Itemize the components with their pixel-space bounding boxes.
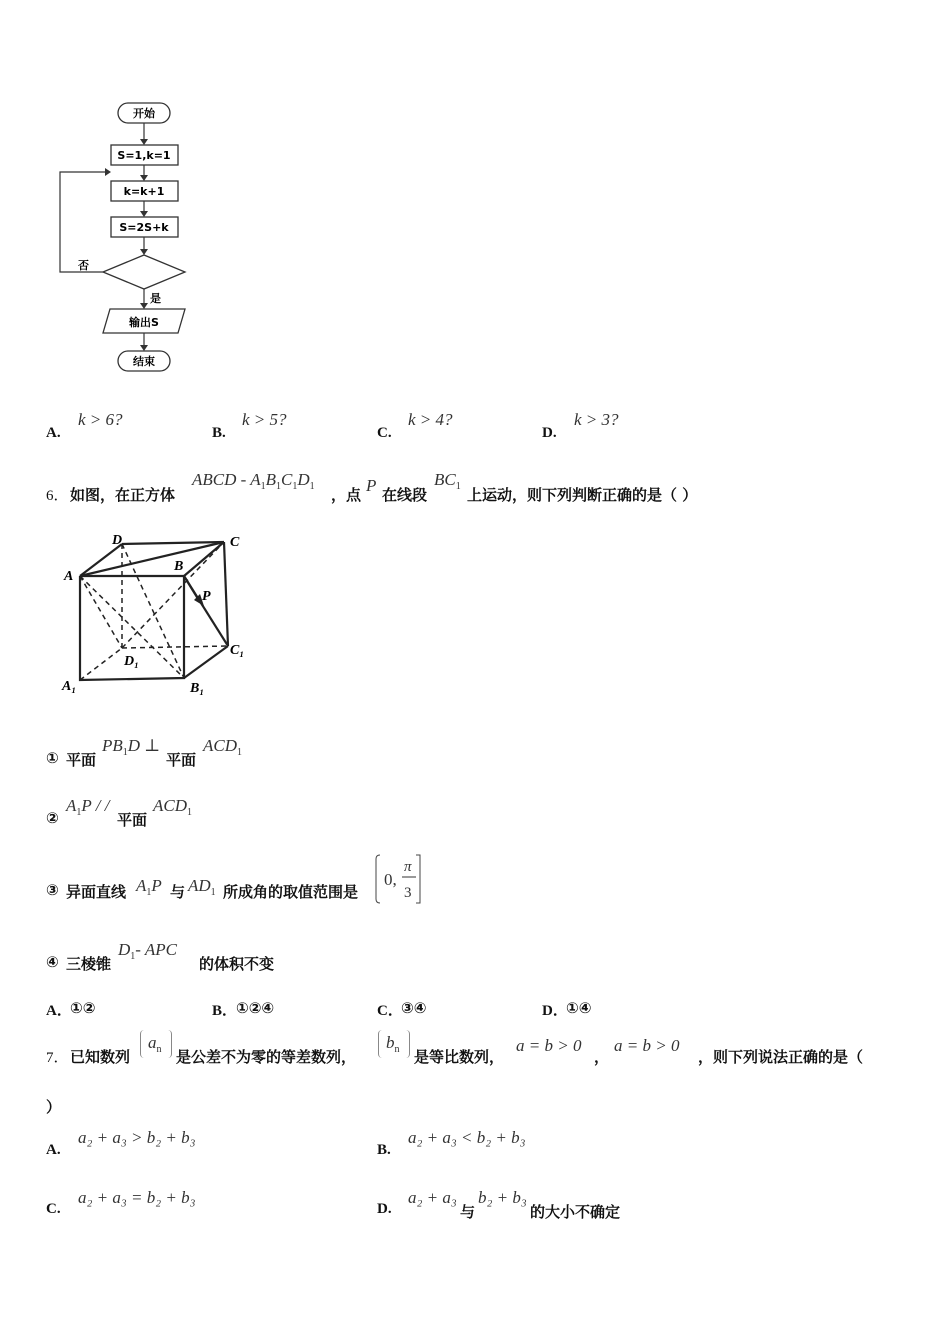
q6-text-d: 上运动，则下列判断正确的是（ ）: [467, 486, 698, 504]
q7-option-a-expr: a₂ + a₃ > b₂ + b₃: [78, 1128, 196, 1147]
q7-cond1: a = b > 0: [516, 1036, 582, 1055]
stmt2-expr2: $ACD_1$: [153, 796, 192, 818]
flowchart: [50, 95, 200, 380]
q6-option-a-value: ①②: [70, 999, 96, 1017]
q5-option-b-expr: k > 5?: [242, 410, 287, 429]
q5-option-d-letter: D.: [542, 425, 557, 441]
q6-option-c-letter: C．: [377, 1003, 403, 1019]
stmt3-line2: $AD_1$: [188, 876, 216, 898]
cube-label-b: B: [174, 559, 184, 574]
stmt1-plane2: 平面: [166, 751, 197, 769]
cube-figure: [44, 528, 259, 698]
q5-option-c-expr: k > 4?: [408, 410, 453, 429]
stmt4-expr: $D_1-$ APC: [118, 940, 177, 962]
q7-text-c: 是等比数列，: [414, 1048, 505, 1066]
flowchart-step2-label: S=2S+k: [119, 221, 169, 234]
q5-option-a-letter: A.: [46, 425, 61, 441]
q6-number: 6．: [46, 488, 69, 504]
stmt3-text-c: 所成角的取值范围是: [223, 883, 359, 901]
stmt2-expr: $A_1P$ / /: [66, 796, 110, 818]
q6-option-c-value: ③④: [401, 999, 427, 1017]
stmt4-text-a: 三棱锥: [66, 955, 112, 973]
stmt1-expr2: $ACD_1$: [203, 736, 242, 758]
q6-text-c: 在线段: [382, 486, 428, 504]
stmt3-line1: $A_1P$: [136, 876, 162, 898]
q6-text-b: ，点: [331, 486, 362, 504]
stmt4-text-b: 的体积不变: [199, 955, 275, 973]
q7-seq-b: $b_n$: [386, 1033, 400, 1055]
q7-option-c-letter: C.: [46, 1201, 61, 1217]
stmt3-interval: [374, 853, 424, 905]
q6-option-b-value: ①②④: [236, 999, 275, 1017]
stmt3-interval-pi: π: [404, 859, 412, 875]
cube-label-a: A: [64, 569, 74, 584]
q5-option-a-expr: k > 6?: [78, 410, 123, 429]
q7-number: 7．: [46, 1050, 69, 1066]
q6-option-d-value: ①④: [566, 999, 592, 1017]
q5-option-b-letter: B.: [212, 425, 226, 441]
q6-option-b-letter: B．: [212, 1003, 238, 1019]
stmt2-plane: 平面: [117, 811, 148, 829]
cube-label-p: P: [202, 589, 211, 604]
flowchart-end-label: 结束: [133, 355, 155, 368]
q7-option-d-expr-b: b₂ + b₃: [478, 1188, 527, 1207]
stmt3-text-b: 与: [170, 883, 186, 901]
cube-label-d: D: [112, 533, 123, 548]
stmt1-plane: 平面: [66, 751, 97, 769]
flowchart-step1-label: k=k+1: [123, 185, 165, 198]
q7-option-d-tail: 的大小不确定: [530, 1203, 621, 1221]
cube-label-d1: D₁: [124, 654, 139, 669]
q7-cond2: a = b > 0: [614, 1036, 680, 1055]
q7-text-a: 已知数列: [70, 1048, 131, 1066]
flowchart-no-label: 否: [78, 259, 89, 272]
q7-seq-a: $a_n$: [148, 1033, 162, 1055]
q6-segment: $BC_1$: [434, 470, 461, 492]
flowchart-yes-label: 是: [150, 292, 161, 305]
q7-option-c-expr: a₂ + a₃ = b₂ + b₃: [78, 1188, 196, 1207]
q6-cube-name: ABCD - $A_1B_1C_1D_1$: [192, 470, 315, 492]
q6-option-a-letter: A．: [46, 1003, 72, 1019]
stmt3-interval-zero: 0,: [384, 870, 397, 889]
stmt3-interval-three: 3: [404, 885, 412, 901]
q7-option-d-mid: 与: [460, 1203, 476, 1221]
cube-label-c: C: [230, 535, 240, 550]
stmt4-circle: ④: [46, 953, 59, 971]
q5-option-c-letter: C.: [377, 425, 392, 441]
q7-option-d-expr-a: a₂ + a₃: [408, 1188, 457, 1207]
cube-label-c1: C₁: [230, 643, 245, 658]
stmt2-circle: ②: [46, 809, 59, 827]
q6-text-a: 如图，在正方体: [70, 486, 176, 504]
cube-label-b1: B₁: [190, 681, 205, 696]
q6-option-d-letter: D．: [542, 1003, 568, 1019]
q7-option-b-expr: a₂ + a₃ < b₂ + b₃: [408, 1128, 526, 1147]
q7-text-e: ）: [46, 1098, 62, 1116]
q7-option-a-letter: A.: [46, 1142, 61, 1158]
stmt3-circle: ③: [46, 881, 59, 899]
q7-text-b: 是公差不为零的等差数列，: [176, 1048, 357, 1066]
flowchart-start-label: 开始: [133, 107, 155, 120]
flowchart-output-label: 输出S: [129, 316, 159, 329]
q6-point: P: [366, 476, 377, 495]
flowchart-init-label: S=1,k=1: [117, 149, 171, 162]
q7-option-b-letter: B.: [377, 1142, 391, 1158]
stmt3-text-a: 异面直线: [66, 883, 127, 901]
flowchart-decision: [103, 255, 185, 289]
stmt1-expr1: $PB_1D$ ⊥: [102, 736, 161, 758]
cube-label-a1: A₁: [62, 679, 77, 694]
q7-option-d-letter: D.: [377, 1201, 392, 1217]
q5-option-d-expr: k > 3?: [574, 410, 619, 429]
stmt1-circle: ①: [46, 749, 59, 767]
q7-text-d: ，则下列说法正确的是（: [698, 1048, 864, 1066]
q7-cond-sep: ，: [594, 1048, 610, 1066]
